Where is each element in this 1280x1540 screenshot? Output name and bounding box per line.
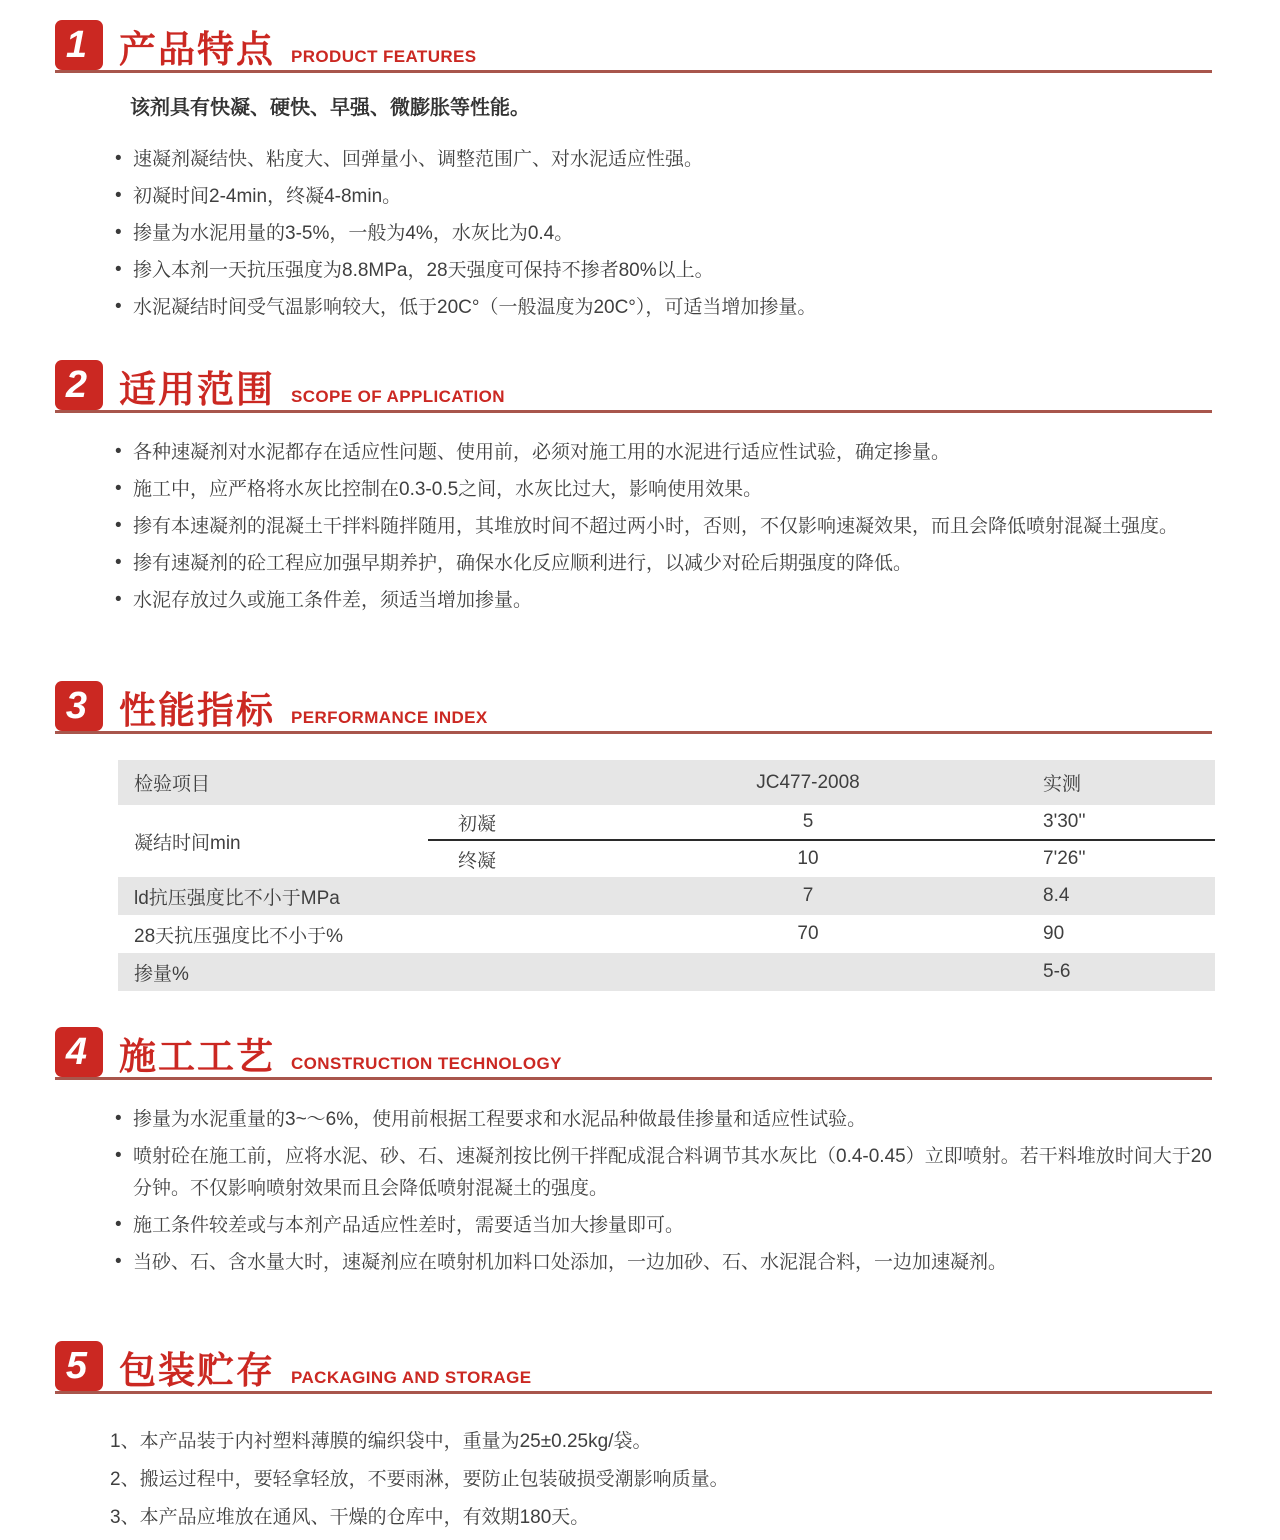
section-number: 4	[65, 1030, 88, 1073]
bullet-item: • 水泥凝结时间受气温影响较大，低于20C°（一般温度为20C°），可适当增加掺量。	[115, 292, 1212, 324]
bullet-item: • 喷射砼在施工前，应将水泥、砂、石、速凝剂按比例干拌配成混合料调节其水灰比（0.4-0.45）立即喷射。若干料堆放时间大于20分钟。不仅影响喷射效果而且会降低喷射混凝土的强度。	[115, 1141, 1212, 1205]
row-standard: 70	[797, 923, 819, 944]
section-intro: 该剂具有快凝、硬快、早强、微膨胀等性能。	[130, 97, 530, 119]
bullet-item: • 掺有本速凝剂的混凝土干拌料随拌随用，其堆放时间不超过两小时，否则，不仅影响速凝效果，而且会降低喷射混凝土强度。	[115, 511, 1212, 543]
section-number: 3	[65, 684, 88, 727]
section-title-cn: 产品特点	[119, 29, 275, 71]
bullet-item: • 水泥存放过久或施工条件差，须适当增加掺量。	[115, 585, 1212, 617]
bullet-item: • 掺量为水泥重量的3~～6%，使用前根据工程要求和水泥品种做最佳掺量和适应性试验。	[115, 1104, 1212, 1136]
row-measured: 5-6	[1043, 961, 1071, 982]
section-4-header	[55, 1027, 1212, 1080]
section-title-cn: 包装贮存	[119, 1350, 275, 1392]
row-measured: 8.4	[1043, 885, 1070, 906]
table-row-28d-strength	[118, 915, 1215, 953]
section-title-cn: 性能指标	[119, 690, 275, 732]
subrow-measured: 7'26''	[1043, 848, 1086, 869]
section-1-number-badge	[55, 20, 103, 70]
bullet-item: • 掺有速凝剂的砼工程应加强早期养护，确保水化反应顺利进行，以减少对砼后期强度的降低。	[115, 548, 1212, 580]
construction-bullet-list	[55, 1104, 1212, 1279]
section-5-number-badge	[55, 1341, 103, 1391]
table-header-item: 检验项目	[134, 774, 211, 795]
bullet-item: • 初凝时间2-4min，终凝4-8min。	[115, 181, 1212, 213]
feature-bullet-list	[55, 144, 1212, 324]
numbered-item: 3、本产品应堆放在通风、干燥的仓库中，有效期180天。	[110, 1507, 590, 1528]
product-spec-page	[0, 20, 1280, 1534]
section-number: 1	[65, 23, 88, 66]
row-standard: 7	[802, 885, 814, 906]
scope-bullet-list	[55, 437, 1212, 617]
section-3-number-badge	[55, 681, 103, 731]
setting-time-label: 凝结时间min	[134, 832, 241, 854]
section-2-number-badge	[55, 360, 103, 410]
subrow-standard: 10	[797, 848, 819, 869]
section-2-header	[55, 360, 1212, 413]
table-row-dosage	[118, 953, 1215, 991]
section-5-header	[55, 1341, 1212, 1394]
setting-time-subrows	[428, 805, 1215, 877]
section-title-en: PERFORMANCE INDEX	[291, 708, 488, 727]
numbered-item: 2、搬运过程中，要轻拿轻放，不要雨淋，要防止包装破损受潮影响质量。	[110, 1469, 729, 1490]
table-header-standard: JC477-2008	[756, 771, 860, 793]
row-measured: 90	[1043, 923, 1065, 944]
row-label: 掺量%	[134, 963, 189, 985]
section-performance-index	[55, 681, 1212, 991]
section-title-cn: 施工工艺	[119, 1036, 275, 1078]
packaging-numbered-list	[55, 1426, 1212, 1534]
section-title-en: PACKAGING AND STORAGE	[291, 1368, 532, 1387]
bullet-item: • 掺入本剂一天抗压强度为8.8MPa，28天强度可保持不掺者80%以上。	[115, 255, 1212, 287]
section-title-cn: 适用范围	[119, 369, 275, 411]
bullet-item: • 掺量为水泥用量的3-5%，一般为4%，水灰比为0.4。	[115, 218, 1212, 250]
section-construction-technology	[55, 1027, 1212, 1279]
subrow-standard: 5	[802, 811, 814, 832]
section-title-en: CONSTRUCTION TECHNOLOGY	[291, 1054, 562, 1073]
bullet-item: • 施工中，应严格将水灰比控制在0.3-0.5之间，水灰比过大，影响使用效果。	[115, 474, 1212, 506]
table-row-setting-time	[118, 805, 1215, 877]
table-header-row	[118, 760, 1215, 805]
bullet-item: • 各种速凝剂对水泥都存在适应性问题、使用前，必须对施工用的水泥进行适应性试验，确定掺量。	[115, 437, 1212, 469]
performance-table	[118, 760, 1215, 991]
subrow-label: 初凝	[458, 813, 497, 835]
numbered-item: 1、本产品装于内衬塑料薄膜的编织袋中，重量为25±0.25kg/袋。	[110, 1431, 652, 1452]
section-product-features	[55, 20, 1212, 324]
table-subrow-initial-set	[428, 805, 1215, 841]
row-label: ld抗压强度比不小于MPa	[134, 887, 340, 909]
section-1-header	[55, 20, 1212, 73]
section-packaging-storage	[55, 1341, 1212, 1534]
table-header-measured: 实测	[1043, 774, 1082, 795]
table-row-1d-strength	[118, 877, 1215, 915]
subrow-measured: 3'30''	[1043, 811, 1086, 832]
section-title-en: PRODUCT FEATURES	[291, 47, 477, 66]
table-subrow-final-set	[428, 841, 1215, 877]
section-number: 5	[65, 1344, 88, 1387]
bullet-item: • 当砂、石、含水量大时，速凝剂应在喷射机加料口处添加，一边加砂、石、水泥混合料，一边加速凝剂。	[115, 1247, 1212, 1279]
section-title-en: SCOPE OF APPLICATION	[291, 387, 505, 406]
subrow-label: 终凝	[458, 850, 497, 872]
bullet-item: • 速凝剂凝结快、粘度大、回弹量小、调整范围广、对水泥适应性强。	[115, 144, 1212, 176]
section-3-header	[55, 681, 1212, 734]
section-number: 2	[65, 363, 88, 406]
bullet-item: • 施工条件较差或与本剂产品适应性差时，需要适当加大掺量即可。	[115, 1210, 1212, 1242]
section-4-number-badge	[55, 1027, 103, 1077]
row-label: 28天抗压强度比不小于%	[134, 925, 344, 947]
section-scope-of-application	[55, 360, 1212, 617]
